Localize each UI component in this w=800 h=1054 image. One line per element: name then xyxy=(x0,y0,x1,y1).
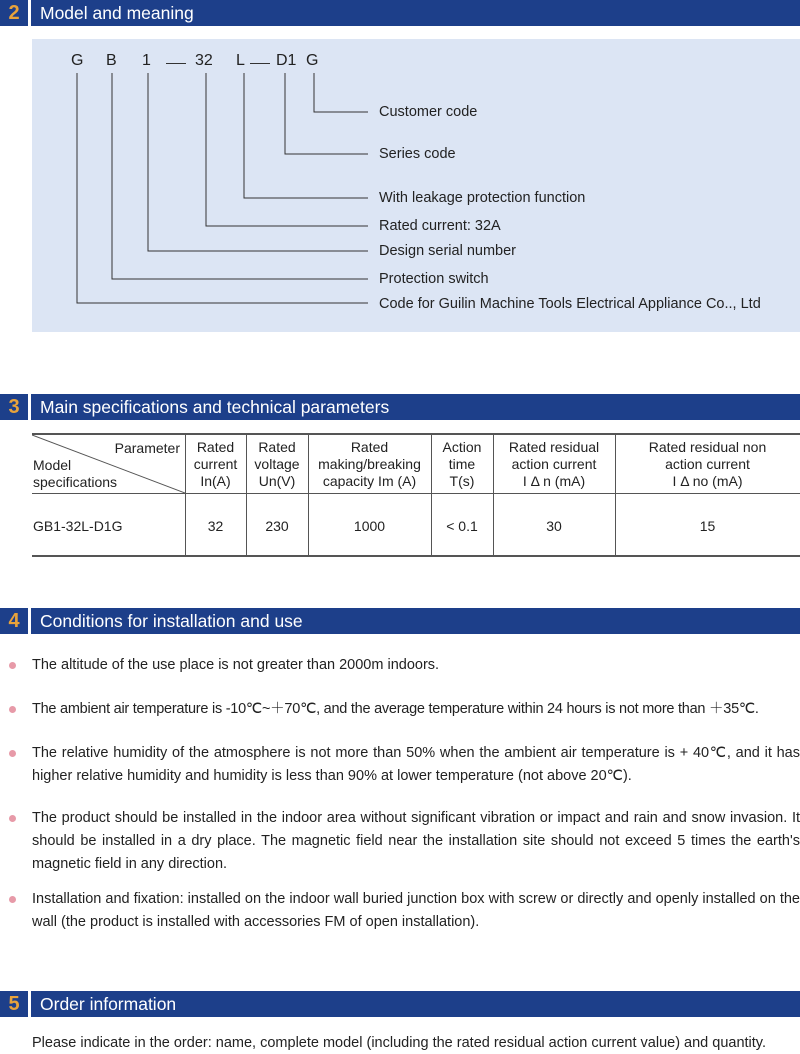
meaning-leakage: With leakage protection function xyxy=(379,190,586,206)
meaning-protection-switch: Protection switch xyxy=(379,271,489,287)
meaning-series-code: Series code xyxy=(379,146,456,162)
model-meaning-diagram xyxy=(32,39,800,332)
bullet-dot xyxy=(9,815,16,822)
condition-altitude: The altitude of the use place is not greater than 2000m indoors. xyxy=(32,657,440,673)
meaning-customer-code: Customer code xyxy=(379,104,478,120)
cell-residual-action: 30 xyxy=(546,518,562,534)
header-rated-voltage: Rated voltage Un(V) xyxy=(254,439,300,489)
header-action-time: Action time T(s) xyxy=(442,439,482,489)
section-number: 5 xyxy=(0,991,28,1017)
section-title: Model and meaning xyxy=(31,0,800,26)
cell-capacity: 1000 xyxy=(353,518,386,534)
bullet-dot xyxy=(9,706,16,713)
section-number: 2 xyxy=(0,0,28,26)
section-5-header xyxy=(0,991,800,1017)
bullet-dot xyxy=(9,750,16,757)
section-number: 4 xyxy=(0,608,28,634)
code-letter-32: 32 xyxy=(195,52,213,69)
cell-action-time: < 0.1 xyxy=(446,518,478,534)
meaning-company-code: Code for Guilin Machine Tools Electrical Appliance Co.., Ltd xyxy=(379,296,761,312)
code-letter-g2: G xyxy=(306,52,319,69)
section-3-header xyxy=(0,394,800,420)
table-rule xyxy=(32,555,800,557)
condition-humidity: The relative humidity of the atmosphere is not more than 50% when the ambient air temperature is + 40℃, and it has higher relative humidity and humidity is less than 90% at lower temperature (not above 20℃). xyxy=(32,745,800,784)
code-letter-l: L xyxy=(236,52,245,69)
header-residual-non-action: Rated residual non action current I Δ no (mA) xyxy=(648,439,767,489)
connector-lines xyxy=(32,39,800,332)
bullet-dot xyxy=(9,662,16,669)
section-title: Conditions for installation and use xyxy=(31,608,800,634)
spec-table xyxy=(32,433,800,557)
code-letter-1: 1 xyxy=(142,52,151,69)
section-2-header xyxy=(0,0,800,26)
meaning-design-serial: Design serial number xyxy=(379,243,517,259)
cell-residual-non-action: 15 xyxy=(699,518,716,534)
header-rated-current: Rated current In(A) xyxy=(193,439,238,489)
section-4-header xyxy=(0,608,800,634)
section-title: Order information xyxy=(31,991,800,1017)
order-instructions: Please indicate in the order: name, complete model (including the rated residual action current value) and quantity. xyxy=(32,1035,767,1051)
header-residual-action: Rated residual action current I Δ n (mA) xyxy=(508,439,600,489)
section-number: 3 xyxy=(0,394,28,420)
condition-fixation: Installation and fixation: installed on the indoor wall buried junction box with screw or directly and openly installed on the wall (the product is installed with accessories FM of open installation). xyxy=(32,891,800,930)
header-making-breaking: Rated making/breaking capacity Im (A) xyxy=(318,439,421,489)
cell-voltage: 230 xyxy=(265,518,289,534)
corner-model-label: Model specifications xyxy=(33,457,118,490)
table-rule xyxy=(32,493,800,494)
cell-current: 32 xyxy=(207,518,224,534)
bullet-dot xyxy=(9,896,16,903)
condition-installation-area: The product should be installed in the indoor area without significant vibration or impact and rain and snow invasion. It should be installed in a dry place. The magnetic field near the installation site should not exceed 5 times the earth's magnetic field in any direction. xyxy=(32,810,800,872)
condition-temperature: The ambient air temperature is -10℃~＋70℃, and the average temperature within 24 hours is not more than ＋35℃. xyxy=(32,701,759,717)
code-letter-d1: D1 xyxy=(276,52,297,69)
meaning-rated-current: Rated current: 32A xyxy=(379,218,501,234)
code-letter-b: B xyxy=(106,52,117,69)
corner-parameter-label: Parameter xyxy=(114,440,180,456)
code-letter-g: G xyxy=(71,52,84,69)
cell-model: GB1-32L-D1G xyxy=(33,518,123,534)
section-title: Main specifications and technical parameters xyxy=(31,394,800,420)
